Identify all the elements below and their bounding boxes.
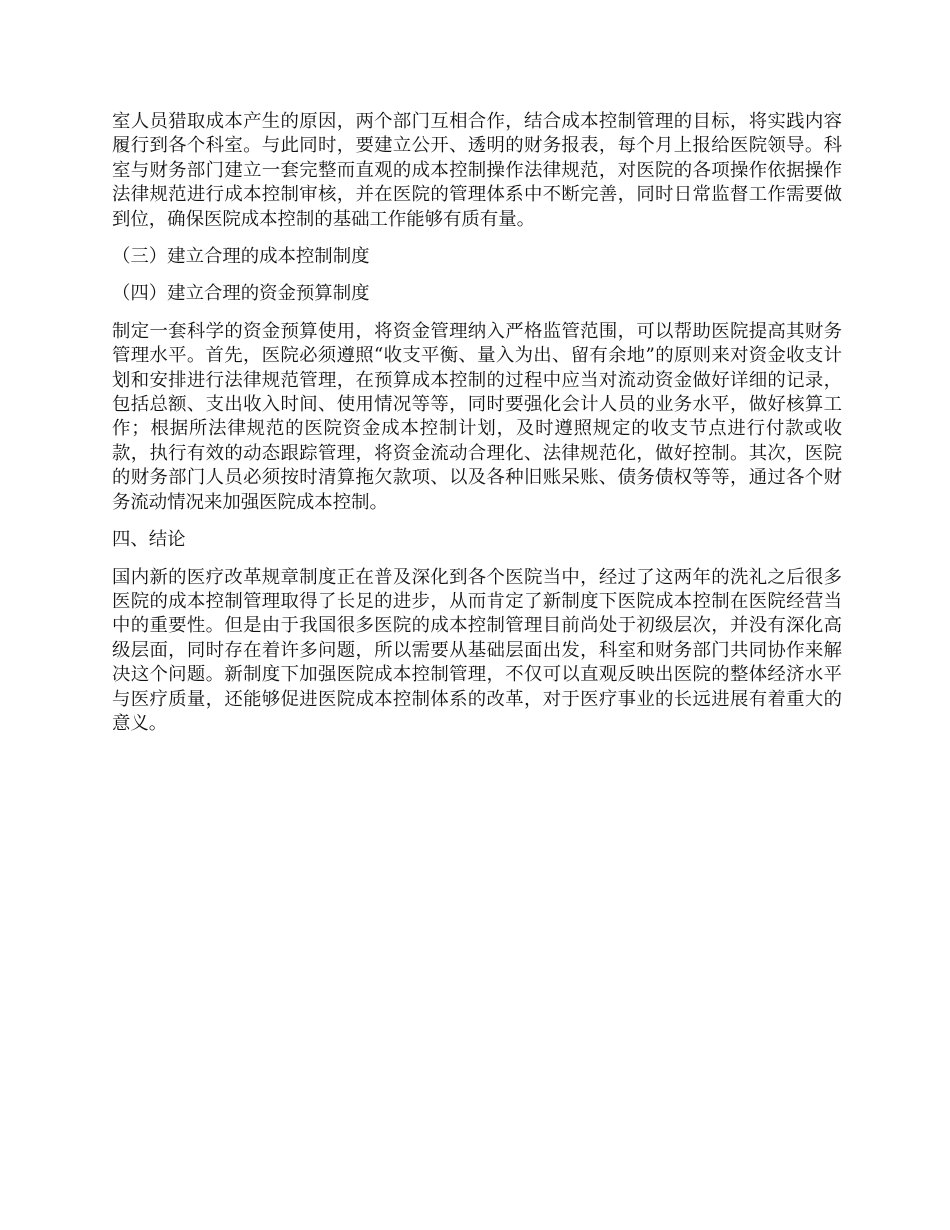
paragraph-budget-management: 制定一套科学的资金预算使用，将资金管理纳入严格监管范围，可以帮助医院提高其财务管理水平。首先，医院必须遵照“收支平衡、量入为出、留有余地”的原则来对资金收支计划和安排进行法律规范管理，在预算成本控制的过程中应当对流动资金做好详细的记录，包括总额、支出收入时间、使用情况等等，同时要强化会计人员的业务水平，做好核算工作；根据所法律规范的医院资金成本控制计划，及时遵照规定的收支节点进行付款或收款，执行有效的动态跟踪管理，将资金流动合理化、法律规范化，做好控制。其次，医院的财务部门人员必须按时清算拖欠款项、以及各种旧账呆账、债务债权等等，通过各个财务流动情况来加强医院成本控制。 bbox=[112, 320, 842, 513]
paragraph-conclusion: 国内新的医疗改革规章制度正在普及深化到各个医院当中，经过了这两年的洗礼之后很多医院的成本控制管理取得了长足的进步，从而肯定了新制度下医院成本控制在医院经营当中的重要性。但是由于我国很多医院的成本控制管理目前尚处于初级层次，并没有深化高级层面，同时存在着许多问题，所以需要从基础层面出发，科室和财务部门共同协作来解决这个问题。新制度下加强医院成本控制管理，不仅可以直观反映出医院的整体经济水平与医疗质量，还能够促进医院成本控制体系的改革，对于医疗事业的长远进展有着重大的意义。 bbox=[112, 566, 842, 734]
section-heading-cost-control-system: （三）建立合理的成本控制制度 bbox=[112, 246, 370, 268]
paragraph-cost-control-cooperation: 室人员猎取成本产生的原因，两个部门互相合作，结合成本控制管理的目标，将实践内容履行到各个科室。与此同时，要建立公开、透明的财务报表，每个月上报给医院领导。科室与财务部门建立一套完整而直观的成本控制操作法律规范，对医院的各项操作依据操作法律规范进行成本控制审核，并在医院的管理体系中不断完善，同时日常监督工作需要做到位，确保医院成本控制的基础工作能够有质有量。 bbox=[112, 111, 842, 230]
section-heading-budget-system: （四）建立合理的资金预算制度 bbox=[112, 283, 370, 305]
section-heading-conclusion: 四、结论 bbox=[112, 529, 186, 551]
document-page bbox=[112, 110, 842, 749]
